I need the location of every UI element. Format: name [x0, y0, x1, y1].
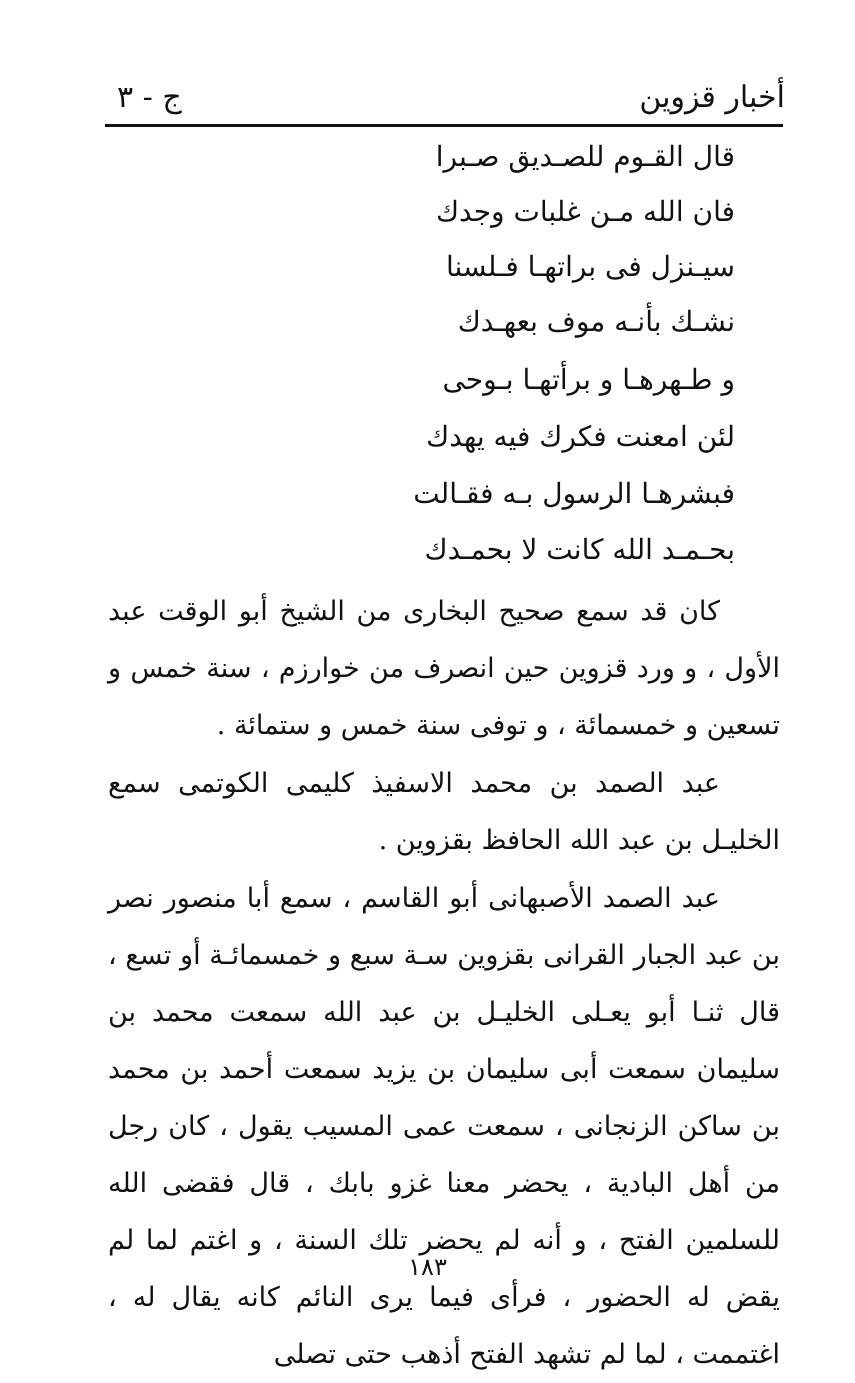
verse-line: فبشرهـا الرسول بـه فقـالت	[413, 477, 735, 510]
verse-line: لئن امعنت فكرك فيه يهدك	[426, 420, 735, 453]
header-rule	[105, 124, 783, 127]
paragraph-abd-al-samad-al-isbahani: عبد الصمد الأصبهانى أبو القاسم ، سمع أبا منصور نصر بن عبد الجبار القرانى بقزوين سـة سبع و خمسمائـة أو تسع ، قال ثنـا أبو يعـلى الخليـل بن عبد الله سمعت محمد بن سليمان سمعت أبى سليمان بن يزيد سمعت أحمد بن محمد بن ساكن الزنجانى ، سمعت عمى المسيب يقول ، كان رجل من أهل البادية ، يحضر معنا غزو بابك ، قال فقضى الله للسلمين الفتح ، و أنه لم يحضر تلك السنة ، و اغتم لما لم يقض له الحضور ، فرأى فيما يرى النائم كانه يقال له ، اغتممت ، لما لم تشهد الفتح أذهب حتى تصلى	[108, 883, 780, 1370]
verse-line: سيـنزل فى براتهـا فـلسنا	[445, 250, 735, 283]
verse-line: نشـك بأنـه موف بعهـدك	[457, 305, 735, 338]
verse-line: قال القـوم للصـديق صـبرا	[435, 140, 735, 173]
running-header	[105, 80, 785, 120]
verse-line: بحـمـد الله كانت لا بحمـدك	[424, 533, 735, 566]
verse-line: فان الله مـن غلبات وجدك	[435, 195, 735, 228]
volume-label: ج - ٣	[117, 80, 182, 115]
page-number: ١٨٣	[408, 1253, 447, 1281]
paragraph-abu-al-waqt: كان قد سمع صحيح البخارى من الشيخ أبو الوقت عبد الأول ، و ورد قزوين حين انصرف من خوارزم ، سنة خمس و تسعين و خمسمائة ، و توفى سنة خمس و ستمائة .	[108, 596, 780, 741]
verse-line: و طـهرهـا و برأتهـا بـوحى	[442, 363, 735, 396]
paragraph-abd-al-samad-al-isfidh: عبد الصمد بن محمد الاسفيذ كليمى الكوتمى سمع الخليـل بن عبد الله الحافظ بقزوين .	[108, 768, 780, 856]
book-title: أخبار قزوين	[639, 80, 785, 115]
